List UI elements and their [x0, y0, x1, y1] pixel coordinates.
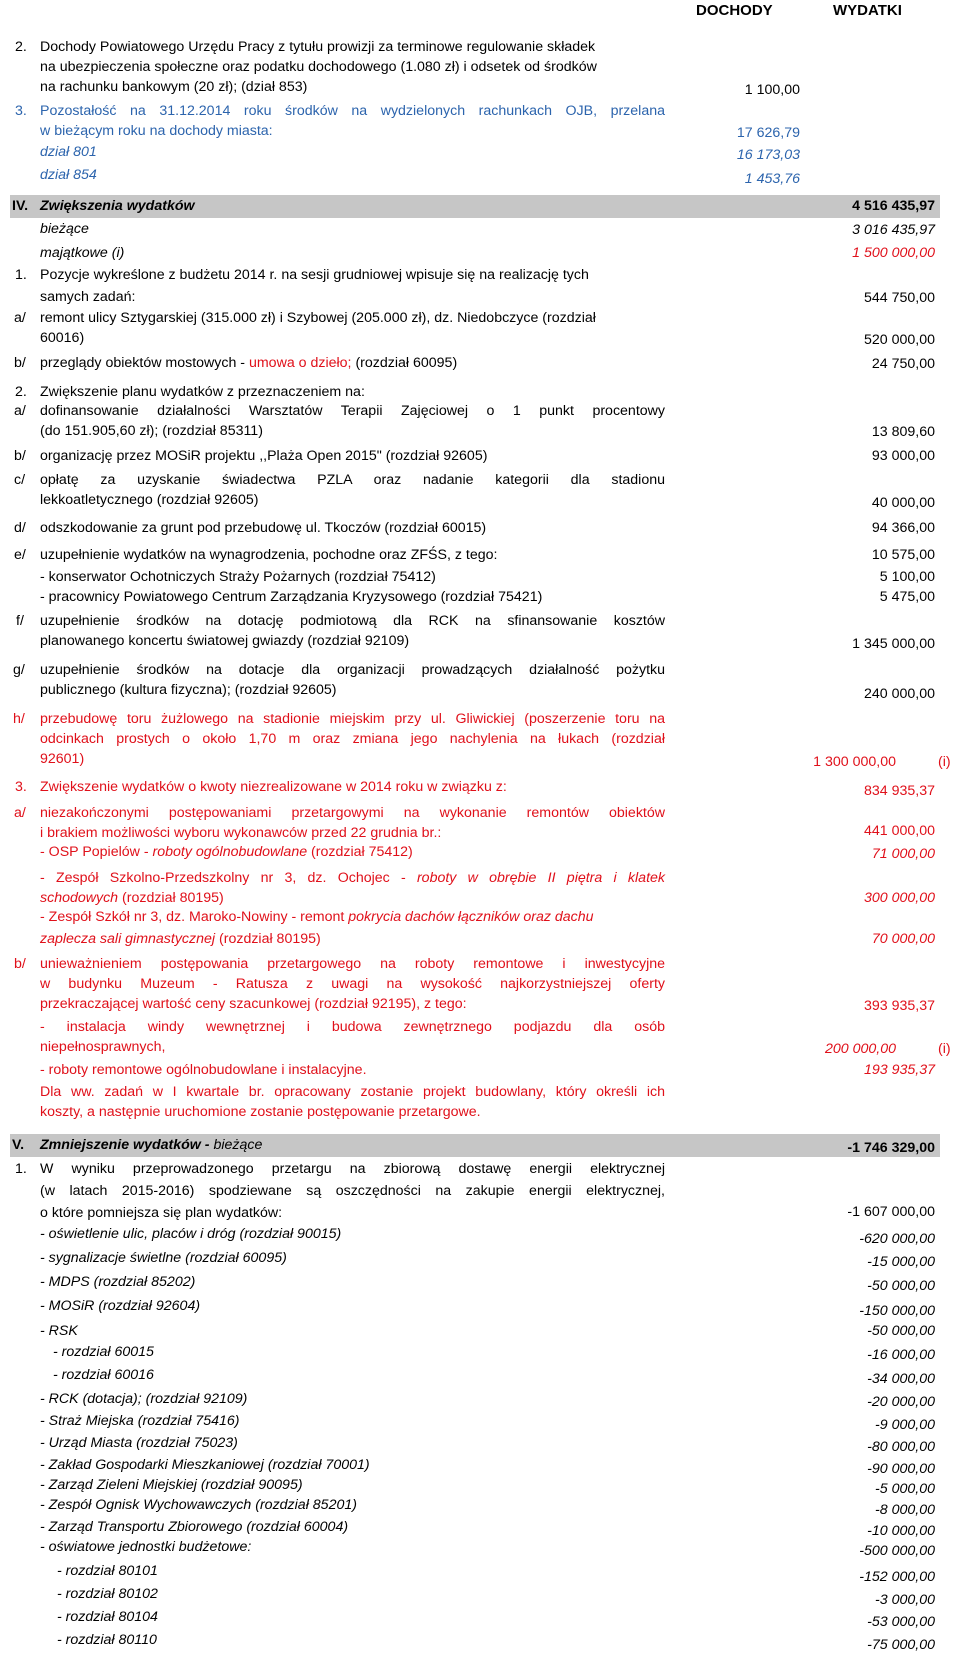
list-item-amount: -50 000,00 — [867, 1323, 935, 1339]
item-number: 1. — [15, 1161, 27, 1177]
item-number: 2. — [15, 384, 27, 400]
text-line: - roboty remontowe ogólnobudowlane i instalacyjne. — [40, 1062, 367, 1078]
text-line: schodowych (rozdział 80195) — [40, 890, 224, 906]
wydatki-amount: 834 935,37 — [863, 783, 935, 799]
list-item-label: - Urząd Miasta (rozdział 75023) — [40, 1435, 238, 1451]
item-number: g/ — [13, 662, 25, 678]
list-item-label: - Straż Miejska (rozdział 75416) — [40, 1413, 240, 1429]
item-number: 3. — [15, 103, 27, 119]
investment-flag: (i) — [938, 1041, 951, 1057]
text-line: Zwiększenie planu wydatków z przeznaczeniem na: — [40, 384, 365, 400]
text-line: w budynku Muzeum - Ratusza z uwagi na wysokość najkorzystniejszej oferty — [40, 976, 665, 992]
text-line: organizację przez MOSiR projektu ,,Plaża Open 2015" (rozdział 92605) — [40, 448, 488, 464]
wydatki-amount: 1 300 000,00 — [813, 754, 896, 770]
wydatki-amount: 5 100,00 — [879, 569, 935, 585]
list-item-label: - oświatowe jednostki budżetowe: — [40, 1539, 252, 1555]
text-line: uzupełnienie środków na dotacje dla organizacji prowadzących działalność pożytku — [40, 662, 665, 678]
text-line: uzupełnienie środków na dotację podmiotową dla RCK na sfinansowanie kosztów — [40, 613, 665, 629]
list-item-label: - rozdział 80101 — [57, 1563, 158, 1579]
text-line: - instalacja windy wewnętrznej i budowa zewnętrznego podjazdu dla osób — [40, 1019, 665, 1035]
text-line: w bieżącym roku na dochody miasta: — [40, 123, 273, 139]
text-line: - OSP Popielów - roboty ogólnobudowlane (rozdział 75412) — [40, 844, 413, 860]
wydatki-amount: 300 000,00 — [863, 890, 935, 906]
dochody-amount: 1 100,00 — [744, 82, 800, 98]
item-number: b/ — [14, 956, 26, 972]
section-total: -1 746 329,00 — [847, 1140, 935, 1156]
list-item-label: - MDPS (rozdział 85202) — [40, 1274, 196, 1290]
wydatki-amount: 240 000,00 — [863, 686, 935, 702]
list-item-amount: -500 000,00 — [859, 1543, 935, 1559]
text-line: o które pomniejsza się plan wydatków: — [40, 1205, 283, 1221]
section-number: V. — [12, 1137, 25, 1153]
item-number: d/ — [14, 520, 26, 536]
text-line: Dla ww. zadań w I kwartale br. opracowany zostanie projekt budowlany, który określi ich — [40, 1084, 665, 1100]
dochody-amount: 16 173,03 — [736, 147, 800, 163]
list-item-label: - Zakład Gospodarki Mieszkaniowej (rozdział 70001) — [40, 1457, 370, 1473]
text-line: i brakiem możliwości wyboru wykonawców przed 22 grudnia br.: — [40, 825, 442, 841]
text-line: opłatę za uzyskanie świadectwa PZLA oraz nadanie kategorii dla stadionu — [40, 472, 665, 488]
text-line: zaplecza sali gimnastycznej (rozdział 80195) — [40, 931, 321, 947]
list-item-label: - Zarząd Transportu Zbiorowego (rozdział 60004) — [40, 1519, 349, 1535]
list-item-amount: -10 000,00 — [867, 1523, 935, 1539]
item-number: a/ — [14, 805, 26, 821]
text-line: Dochody Powiatowego Urzędu Pracy z tytułu prowizji za terminowe regulowanie składek — [40, 39, 596, 55]
item-number: b/ — [14, 355, 26, 371]
item-number: a/ — [14, 310, 26, 326]
list-item-label: - rozdział 80110 — [57, 1632, 157, 1648]
list-item-label: - oświetlenie ulic, placów i dróg (rozdział 90015) — [40, 1226, 342, 1242]
list-item-amount: -9 000,00 — [875, 1417, 935, 1433]
list-item-amount: -150 000,00 — [859, 1303, 935, 1319]
wydatki-amount: 1 345 000,00 — [852, 636, 935, 652]
item-number: 1. — [15, 267, 27, 283]
item-number: f/ — [16, 613, 24, 629]
wydatki-amount: -1 607 000,00 — [847, 1204, 935, 1220]
text-line: 92601) — [40, 751, 85, 767]
text-line: na rachunku bankowym (20 zł); (dział 853) — [40, 79, 308, 95]
list-item-label: - RCK (dotacja); (rozdział 92109) — [40, 1391, 248, 1407]
section-number: IV. — [12, 198, 29, 214]
list-item-label: - rozdział 80102 — [57, 1586, 158, 1602]
item-number: h/ — [13, 711, 25, 727]
wydatki-amount: 40 000,00 — [871, 495, 935, 511]
wydatki-amount: 200 000,00 — [824, 1041, 896, 1057]
text-line: odszkodowanie za grunt pod przebudowę ul. Tkoczów (rozdział 60015) — [40, 520, 487, 536]
list-item-amount: -50 000,00 — [867, 1278, 935, 1294]
section-title: Zmniejszenie wydatków - bieżące — [40, 1137, 263, 1153]
wydatki-amount: 70 000,00 — [871, 931, 935, 947]
text-line: Zwiększenie wydatków o kwoty niezrealizowane w 2014 roku w związku z: — [40, 779, 507, 795]
list-item-label: - sygnalizacje świetlne (rozdział 60095) — [40, 1250, 287, 1266]
text-line: odcinkach prostych o około 1,70 m oraz zmiana jego nachylenia na łukach (rozdział — [40, 731, 665, 747]
text-line: - Zespół Szkół nr 3, dz. Maroko-Nowiny - remont pokrycia dachów łączników oraz dachu — [40, 909, 594, 925]
item-number: a/ — [14, 403, 26, 419]
text-line: remont ulicy Sztygarskiej (315.000 zł) i Szybowej (205.000 zł), dz. Niedobczyce (rozdział — [40, 310, 596, 326]
list-item-amount: -75 000,00 — [867, 1637, 935, 1653]
text-line: koszty, a następnie uruchomione zostanie postępowanie przetargowe. — [40, 1104, 481, 1120]
list-item-amount: -90 000,00 — [867, 1461, 935, 1477]
dochody-amount: 17 626,79 — [736, 125, 800, 141]
list-item-amount: -152 000,00 — [859, 1569, 935, 1585]
header-wydatki: WYDATKI — [833, 2, 902, 19]
wydatki-amount: 520 000,00 — [863, 332, 935, 348]
text-line: przebudowę toru żużlowego na stadionie miejskim przy ul. Gliwickiej (poszerzenie toru na — [40, 711, 665, 727]
text-line: na ubezpieczenia społeczne oraz podatku dochodowego (1.080 zł) i odsetek od środków — [40, 59, 597, 75]
text-line: Pozostałość na 31.12.2014 roku środków na wydzielonych rachunkach OJB, przelana — [40, 103, 665, 119]
list-item-label: - MOSiR (rozdział 92604) — [40, 1298, 201, 1314]
wydatki-amount: 3 016 435,97 — [852, 222, 935, 238]
list-item-label: - rozdział 60015 — [53, 1344, 154, 1360]
list-item-label: - rozdział 80104 — [57, 1609, 158, 1625]
item-number: 3. — [15, 779, 27, 795]
text-line: niezakończonymi postępowaniami przetargowymi na wykonanie remontów obiektów — [40, 805, 665, 821]
text-line: 60016) — [40, 330, 85, 346]
item-number: e/ — [14, 547, 26, 563]
list-item-label: - RSK — [40, 1323, 78, 1339]
wydatki-amount: 13 809,60 — [871, 424, 935, 440]
list-item-label: - Zespół Ognisk Wychowawczych (rozdział 85201) — [40, 1497, 357, 1513]
text-line: (do 151.905,60 zł); (rozdział 85311) — [40, 423, 263, 439]
list-item-amount: -80 000,00 — [867, 1439, 935, 1455]
text-line: dofinansowanie działalności Warsztatów Terapii Zajęciowej o 1 punkt procentowy — [40, 403, 665, 419]
list-item-amount: -16 000,00 — [867, 1347, 935, 1363]
text-line: dział 854 — [40, 167, 97, 183]
item-number: c/ — [14, 472, 26, 488]
list-item-amount: -3 000,00 — [875, 1592, 935, 1608]
list-item-amount: -8 000,00 — [875, 1502, 935, 1518]
wydatki-amount: 193 935,37 — [863, 1062, 935, 1078]
text-line: bieżące — [40, 221, 89, 237]
list-item-label: - Zarząd Zieleni Miejskiej (rozdział 90095) — [40, 1477, 303, 1493]
text-line: samych zadań: — [40, 289, 136, 305]
list-item-label: - rozdział 60016 — [53, 1367, 154, 1383]
wydatki-amount: 10 575,00 — [871, 547, 935, 563]
text-line: publicznego (kultura fizyczna); (rozdział 92605) — [40, 682, 337, 698]
header-dochody: DOCHODY — [696, 2, 773, 19]
investment-flag: (i) — [938, 754, 951, 770]
wydatki-amount: 94 366,00 — [871, 520, 935, 536]
list-item-amount: -5 000,00 — [875, 1481, 935, 1497]
wydatki-amount: 544 750,00 — [863, 290, 935, 306]
wydatki-amount: 5 475,00 — [879, 589, 935, 605]
item-number: 2. — [15, 39, 27, 55]
text-line: Pozycje wykreślone z budżetu 2014 r. na sesji grudniowej wpisuje się na realizację tych — [40, 267, 589, 283]
wydatki-amount: 393 935,37 — [863, 998, 935, 1014]
text-line: przeglądy obiektów mostowych - umowa o dzieło; (rozdział 60095) — [40, 355, 458, 371]
text-line: - pracownicy Powiatowego Centrum Zarządzania Kryzysowego (rozdział 75421) — [40, 589, 543, 605]
text-line: - Zespół Szkolno-Przedszkolny nr 3, dz. Ochojec - roboty w obrębie II piętra i klatek — [40, 870, 665, 886]
list-item-amount: -34 000,00 — [867, 1371, 935, 1387]
text-line: (w latach 2015-2016) spodziewane są oszczędności na zakupie energii elektrycznej, — [40, 1183, 665, 1199]
wydatki-amount: 441 000,00 — [863, 823, 935, 839]
wydatki-amount: 71 000,00 — [871, 846, 935, 862]
text-line: - konserwator Ochotniczych Straży Pożarnych (rozdział 75412) — [40, 569, 436, 585]
text-line: W wyniku przeprowadzonego przetargu na zbiorową dostawę energii elektrycznej — [40, 1161, 665, 1177]
text-line: planowanego koncertu światowej gwiazdy (rozdział 92109) — [40, 633, 410, 649]
text-line: majątkowe (i) — [40, 245, 125, 261]
list-item-amount: -620 000,00 — [859, 1231, 935, 1247]
section-total: 4 516 435,97 — [852, 198, 935, 214]
item-number: b/ — [14, 448, 26, 464]
text-line: niepełnosprawnych, — [40, 1039, 166, 1055]
list-item-amount: -15 000,00 — [867, 1254, 935, 1270]
text-line: przekraczającej wartość ceny szacunkowej (rozdział 92195), z tego: — [40, 996, 467, 1012]
wydatki-amount: 24 750,00 — [871, 356, 935, 372]
section-title: Zwiększenia wydatków — [40, 198, 195, 214]
dochody-amount: 1 453,76 — [744, 171, 800, 187]
list-item-amount: -53 000,00 — [867, 1614, 935, 1630]
text-line: unieważnieniem postępowania przetargowego na roboty remontowe i inwestycyjne — [40, 956, 665, 972]
text-line: dział 801 — [40, 144, 97, 160]
list-item-amount: -20 000,00 — [867, 1394, 935, 1410]
text-line: lekkoatletycznego (rozdział 92605) — [40, 492, 259, 508]
wydatki-amount: 93 000,00 — [871, 448, 935, 464]
text-line: uzupełnienie wydatków na wynagrodzenia, pochodne oraz ZFŚS, z tego: — [40, 547, 498, 563]
wydatki-amount: 1 500 000,00 — [852, 245, 935, 261]
